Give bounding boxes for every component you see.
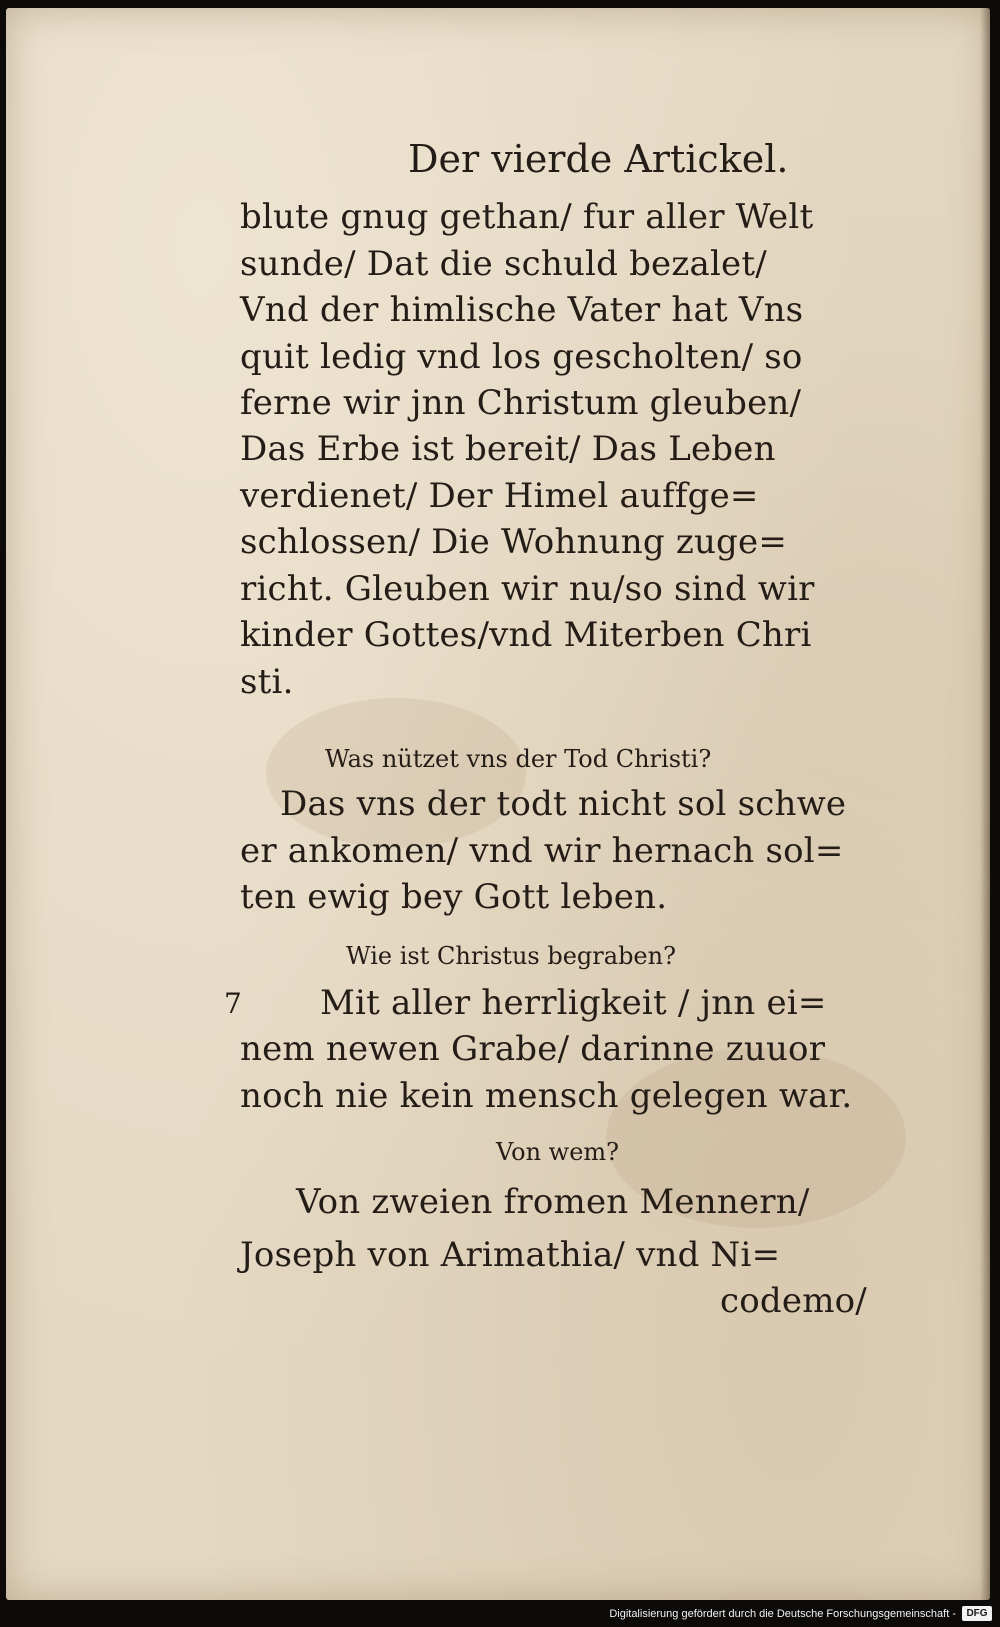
page-header: Der vierde Artickel. bbox=[408, 137, 789, 181]
answer-line: er ankomen/ vnd wir hernach sol= bbox=[240, 831, 844, 871]
text-line: Das Erbe ist bereit/ Das Leben bbox=[240, 429, 776, 469]
answer-line: Von zweien fromen Mennern/ bbox=[296, 1182, 810, 1222]
answer-line: Das vns der todt nicht sol schwe bbox=[280, 784, 847, 824]
funding-credit: Digitalisierung gefördert durch die Deutsche Forschungsgemeinschaft - bbox=[609, 1608, 956, 1620]
text-line: verdienet/ Der Himel auffge= bbox=[240, 476, 759, 516]
text-line: blute gnug gethan/ fur aller Welt bbox=[240, 197, 814, 237]
text-line: kinder Gottes/vnd Miterben Chri bbox=[240, 615, 812, 655]
text-line: Vnd der himlische Vater hat Vns bbox=[240, 290, 804, 330]
answer-line: Mit aller herrligkeit / jnn ei= bbox=[320, 983, 827, 1023]
page-edge-shadow bbox=[980, 8, 990, 1600]
text-line: schlossen/ Die Wohnung zuge= bbox=[240, 522, 788, 562]
question-heading: Von wem? bbox=[496, 1138, 620, 1166]
text-line: sti. bbox=[240, 662, 294, 702]
question-heading: Was nützet vns der Tod Christi? bbox=[325, 745, 712, 773]
paper-stain bbox=[266, 698, 526, 848]
answer-line: nem newen Grabe/ darinne zuuor bbox=[240, 1029, 826, 1069]
text-line: quit ledig vnd los gescholten/ so bbox=[240, 337, 803, 377]
answer-line: codemo/ bbox=[720, 1281, 867, 1321]
dfg-logo: DFG bbox=[962, 1606, 992, 1621]
margin-marker: 7 bbox=[224, 987, 242, 1020]
text-line: sunde/ Dat die schuld bezalet/ bbox=[240, 244, 767, 284]
text-line: richt. Gleuben wir nu/so sind wir bbox=[240, 569, 815, 609]
answer-line: noch nie kein mensch gelegen war. bbox=[240, 1076, 853, 1116]
answer-line: ten ewig bey Gott leben. bbox=[240, 877, 668, 917]
text-line: ferne wir jnn Christum gleuben/ bbox=[240, 383, 802, 423]
question-heading: Wie ist Christus begraben? bbox=[346, 942, 676, 970]
answer-line: Joseph von Arimathia/ vnd Ni= bbox=[240, 1235, 781, 1275]
